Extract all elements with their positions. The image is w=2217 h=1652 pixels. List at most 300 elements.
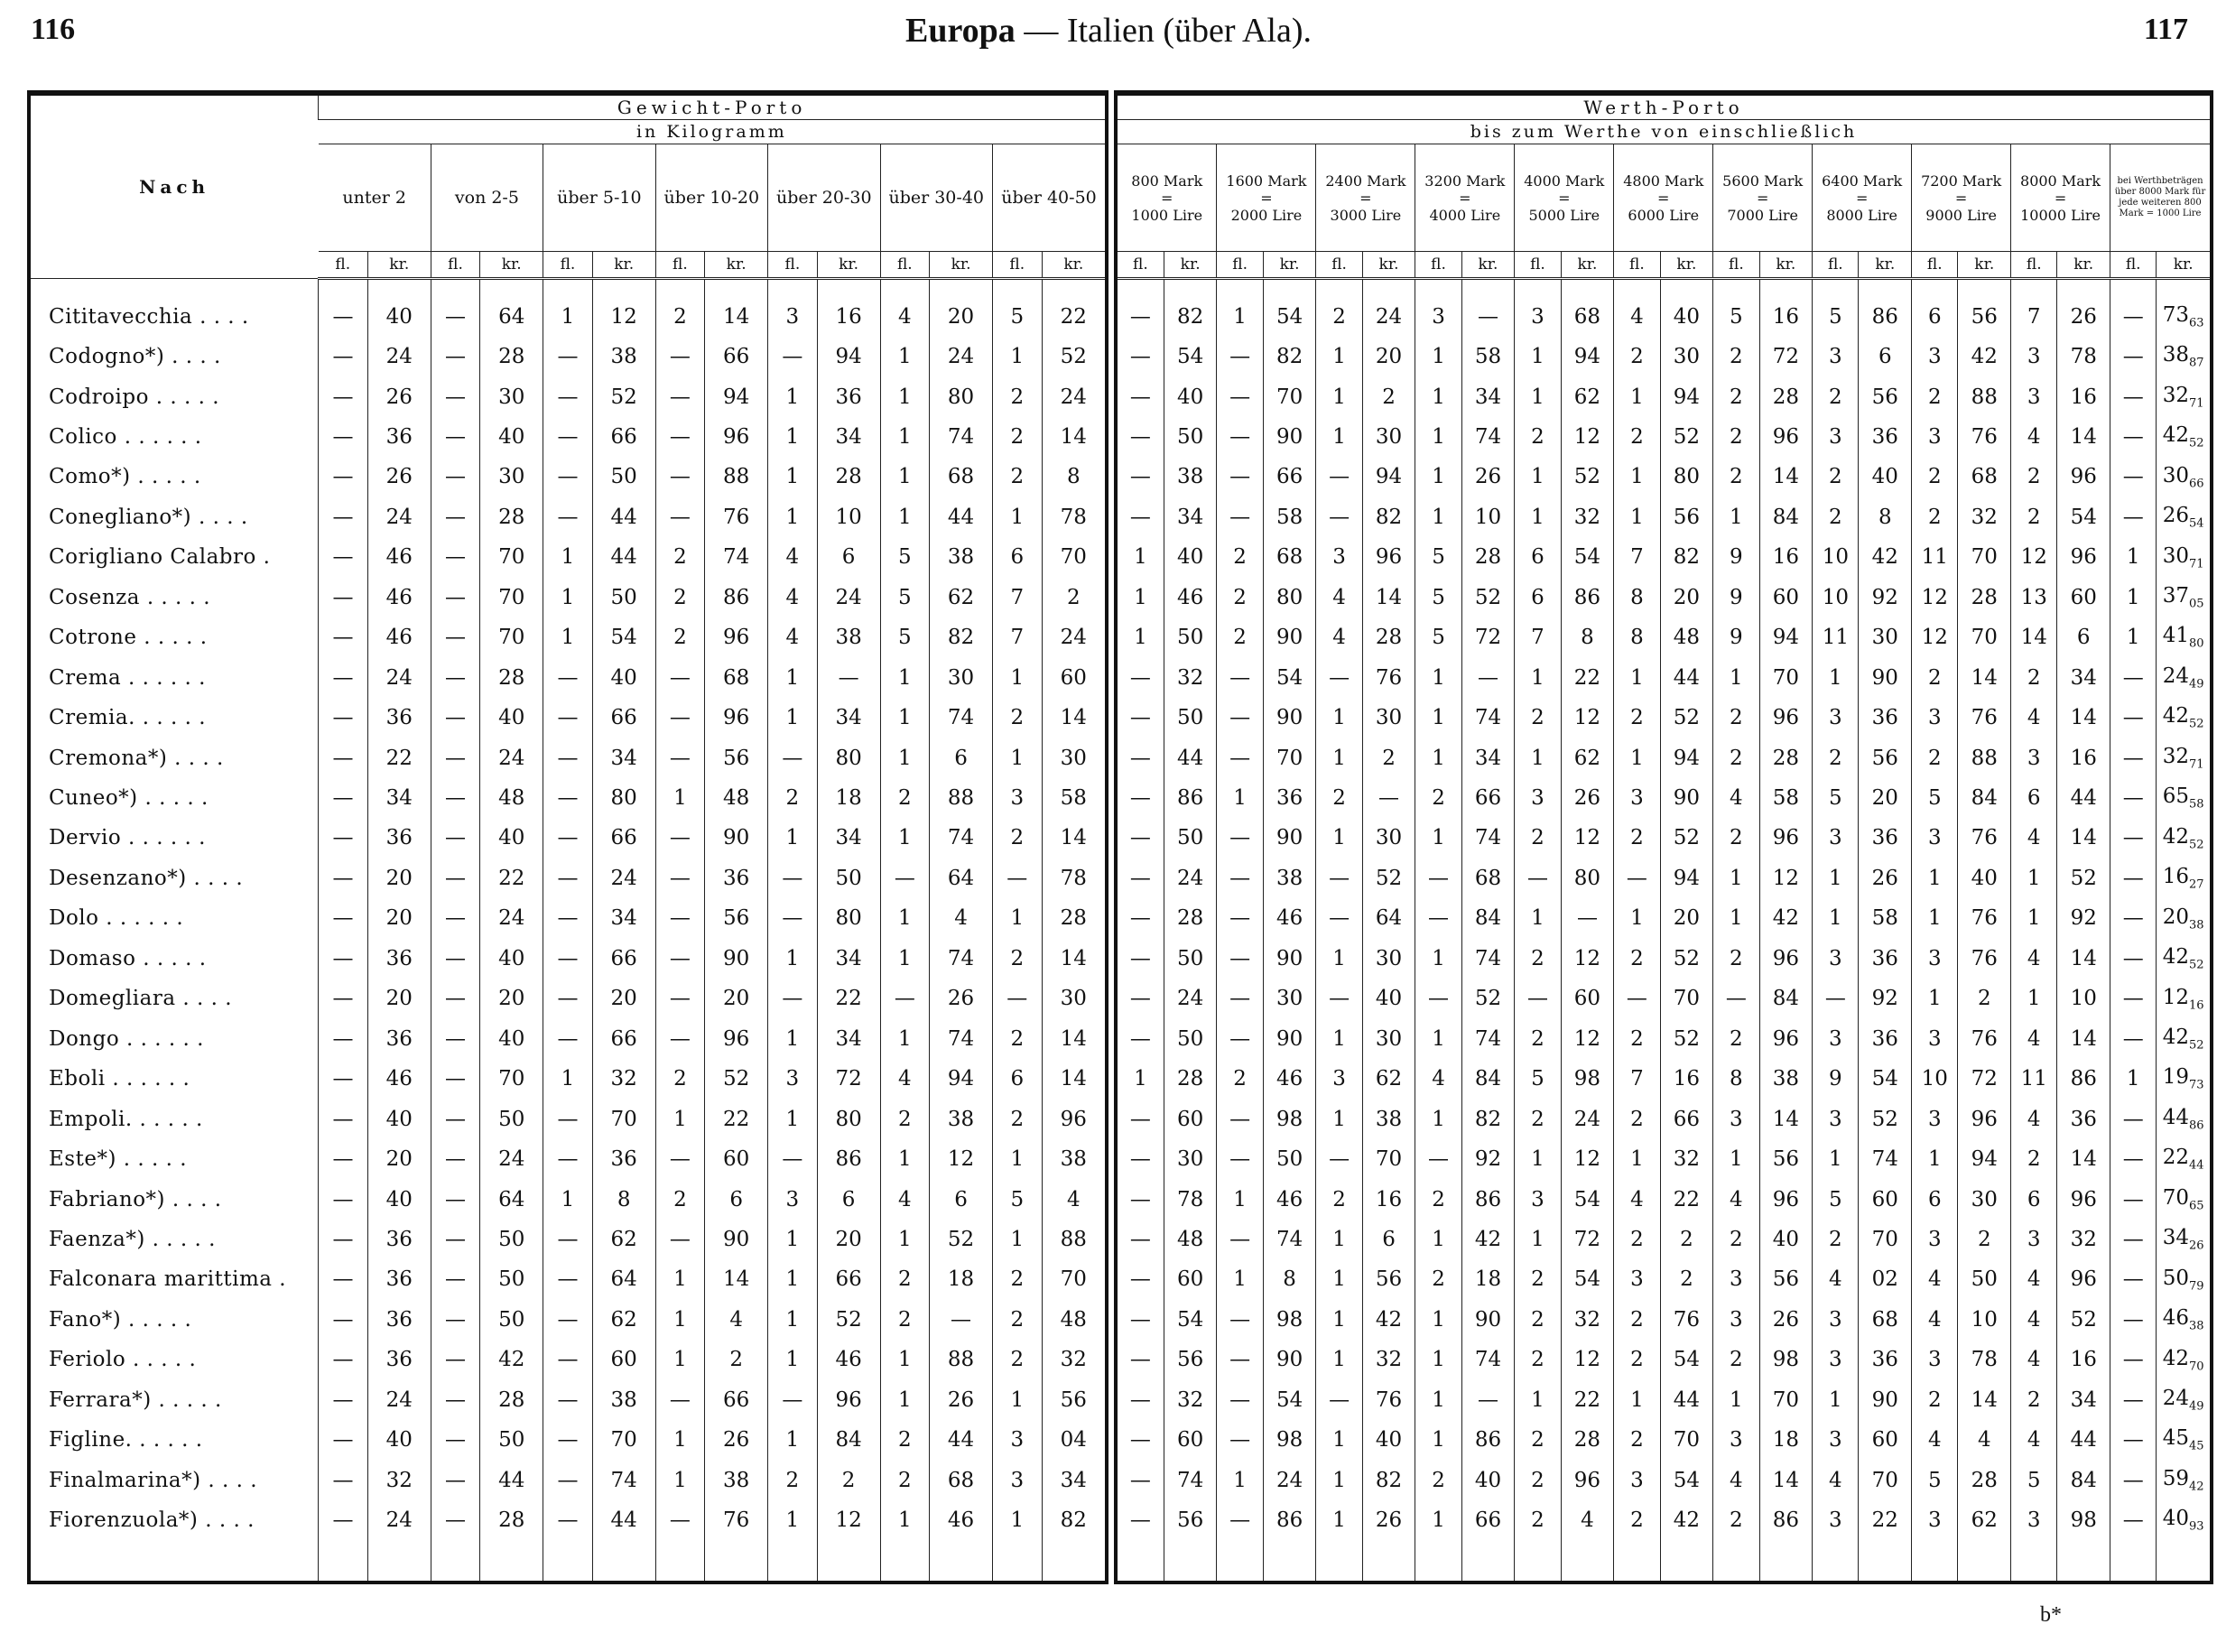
value-fl-cell: 1 [1415, 457, 1461, 497]
value-kr-cell: 42 [1362, 1300, 1415, 1340]
weight-kr-cell: 14 [705, 1259, 768, 1299]
weight-kr-cell: 90 [705, 818, 768, 858]
table-row [1118, 296, 2210, 336]
weight-kr-cell: 2 [817, 1461, 880, 1500]
weight-fl-cell: 4 [768, 617, 818, 657]
value-fl-cell: 1 [2011, 898, 2057, 938]
value-kr-cell: — [1362, 778, 1415, 818]
value-kr-cell: 20 [1859, 778, 1912, 818]
value-fl-cell: 3 [1813, 1300, 1859, 1340]
weight-fl-cell: 1 [768, 497, 818, 537]
value-kr-cell: 88 [1958, 376, 2011, 416]
value-col-mark: 8000 Mark [2020, 172, 2101, 190]
extra-kr-main: 16 [2162, 865, 2190, 889]
weight-kr-cell: 24 [367, 1380, 431, 1420]
value-kr-cell: 84 [1759, 979, 1813, 1018]
filler-cell [319, 1540, 368, 1581]
value-fl-cell: 4 [1912, 1420, 1958, 1460]
value-kr-cell: 36 [1859, 1019, 1912, 1059]
table-row [31, 497, 1105, 537]
weight-kr-cell: 20 [367, 858, 431, 898]
weight-kr-cell: 68 [930, 1461, 993, 1500]
value-fl-cell: 3 [1813, 1340, 1859, 1379]
filler-cell [2110, 1540, 2157, 1581]
value-fl-cell: 2 [1515, 1259, 1561, 1299]
weight-kr-cell: 56 [705, 738, 768, 777]
value-fl-cell: 3 [1515, 778, 1561, 818]
title-europa: Europa [905, 12, 1016, 50]
value-fl-cell: 4 [2011, 818, 2057, 858]
value-fl-cell: — [1316, 457, 1362, 497]
value-kr-cell: 32 [1561, 497, 1614, 537]
value-kr-cell: 98 [1263, 1099, 1316, 1138]
weight-kr-cell: 6 [817, 537, 880, 577]
value-kr-cell: 36 [1263, 778, 1316, 818]
weight-fl-cell: — [319, 979, 368, 1018]
weight-kr-cell: 28 [480, 1500, 543, 1540]
value-fl-cell: 3 [2011, 738, 2057, 777]
weight-kr-cell: 78 [1042, 497, 1105, 537]
weight-kr-cell: 74 [930, 939, 993, 979]
weight-fl-cell: — [880, 979, 930, 1018]
place-name: Fabriano*) . . . . [49, 1187, 222, 1211]
value-kr-cell: 38 [1263, 858, 1316, 898]
value-fl-cell: 1 [1415, 337, 1461, 376]
weight-kr-cell: 30 [1042, 979, 1105, 1018]
value-kr-cell: 42 [1660, 1500, 1713, 1540]
value-kr-cell: 62 [1362, 1059, 1415, 1099]
weight-kr-cell: 66 [705, 1380, 768, 1420]
weight-fl-cell: — [655, 1380, 705, 1420]
weight-fl-cell: — [431, 657, 480, 697]
extra-kr-main: 30 [2162, 543, 2190, 568]
value-kr-cell: 74 [1461, 1019, 1515, 1059]
value-fl-cell: 1 [1316, 1461, 1362, 1500]
weight-fl-cell: — [655, 898, 705, 938]
spacer-cell [1042, 279, 1105, 297]
weight-kr-cell: 96 [1042, 1099, 1105, 1138]
weight-kr-cell: 50 [480, 1420, 543, 1460]
extra-kr-main: 30 [2162, 463, 2190, 487]
table-row [31, 1420, 1105, 1460]
weight-kr-cell: 8 [1042, 457, 1105, 497]
weight-kr-cell: 50 [592, 457, 655, 497]
value-kr-cell: 72 [1759, 337, 1813, 376]
table-row [31, 858, 1105, 898]
value-fl-cell: 1 [1813, 898, 1859, 938]
value-fl-cell: 2 [1415, 1461, 1461, 1500]
weight-fl-cell: 1 [655, 778, 705, 818]
weight-fl-cell: 1 [543, 1059, 593, 1099]
weight-kr-cell: 28 [480, 657, 543, 697]
weight-fl-cell: — [319, 858, 368, 898]
table-row [1118, 1139, 2210, 1179]
value-fl-cell: 2 [1614, 417, 1660, 457]
weight-fl-cell: 1 [992, 1139, 1042, 1179]
value-col-lire: 10000 Lire [2020, 206, 2101, 224]
extra-fl-cell: — [2110, 1139, 2157, 1179]
kr-label: kr. [930, 252, 993, 279]
weight-kr-cell: 6 [705, 1179, 768, 1219]
weight-col-header: über 40-50 [992, 144, 1105, 252]
weight-fl-cell: 2 [992, 1300, 1042, 1340]
value-fl-cell: 2 [1614, 337, 1660, 376]
weight-fl-cell: 1 [880, 898, 930, 938]
weight-fl-cell: 1 [992, 738, 1042, 777]
value-fl-cell: 12 [1912, 617, 1958, 657]
value-fl-cell: 4 [1713, 778, 1759, 818]
weight-fl-cell: 1 [880, 657, 930, 697]
weight-kr-cell: 94 [817, 337, 880, 376]
weight-fl-cell: — [319, 1179, 368, 1219]
value-fl-cell: — [1129, 505, 1151, 529]
extra-kr-sub: 26 [2189, 1239, 2204, 1253]
value-kr-cell: 80 [1660, 457, 1713, 497]
weight-kr-cell: 62 [930, 578, 993, 617]
weight-fl-cell: — [431, 939, 480, 979]
value-kr-cell: 60 [1859, 1179, 1912, 1219]
weight-kr-cell: 48 [480, 778, 543, 818]
value-kr-cell: 82 [1164, 296, 1217, 336]
weight-kr-cell: 24 [930, 337, 993, 376]
table-row [1118, 818, 2210, 858]
value-kr-cell: 14 [2057, 1019, 2110, 1059]
weight-kr-cell: 14 [1042, 698, 1105, 738]
weight-col-header: über 30-40 [880, 144, 992, 252]
weight-fl-cell: — [543, 1019, 593, 1059]
table-row [31, 1259, 1105, 1299]
weight-fl-cell: — [655, 939, 705, 979]
weight-fl-cell: 7 [992, 617, 1042, 657]
weight-fl-cell: — [319, 1300, 368, 1340]
extra-kr-main: 38 [2162, 343, 2190, 367]
value-kr-cell: 70 [1263, 376, 1316, 416]
value-kr-cell: 90 [1263, 818, 1316, 858]
weight-kr-cell: 26 [930, 979, 993, 1018]
value-kr-cell: 50 [1263, 1139, 1316, 1179]
weight-kr-cell: 24 [480, 1139, 543, 1179]
value-fl-cell: — [1129, 987, 1151, 1011]
weight-kr-cell: 46 [367, 578, 431, 617]
value-fl-cell: 2 [1515, 417, 1561, 457]
table-row [1118, 1300, 2210, 1340]
extra-fl-cell: — [2110, 417, 2157, 457]
value-fl-cell: 5 [1415, 578, 1461, 617]
value-kr-cell: 70 [1958, 617, 2011, 657]
value-kr-cell: 50 [1164, 617, 1217, 657]
weight-kr-cell: 12 [817, 1500, 880, 1540]
spacer-cell [880, 279, 930, 297]
filler-cell [992, 1540, 1042, 1581]
table-row [1118, 939, 2210, 979]
weight-kr-cell: 36 [367, 1019, 431, 1059]
value-kr-cell: 8 [1859, 497, 1912, 537]
value-col-lire: 6000 Lire [1628, 206, 1700, 224]
value-kr-cell: 56 [1859, 738, 1912, 777]
value-kr-cell: 82 [1362, 1461, 1415, 1500]
weight-kr-cell: 36 [367, 939, 431, 979]
weight-fl-cell: 4 [880, 1059, 930, 1099]
weight-fl-cell: 2 [880, 1099, 930, 1138]
value-fl-cell: 9 [1713, 537, 1759, 577]
value-kr-cell: 90 [1859, 1380, 1912, 1420]
value-fl-cell: 2 [1515, 1500, 1561, 1540]
value-fl-cell: — [1129, 465, 1151, 489]
weight-fl-cell: — [431, 1220, 480, 1259]
value-kr-cell: 14 [2057, 698, 2110, 738]
spacer-cell [1415, 279, 1461, 297]
weight-kr-cell: 50 [480, 1220, 543, 1259]
place-name: Empoli. . . . . . [49, 1107, 203, 1131]
weight-fl-cell: 2 [992, 939, 1042, 979]
value-fl-cell: 4 [2011, 1300, 2057, 1340]
extra-kr-sub: 79 [2189, 1279, 2204, 1294]
weight-kr-cell: 20 [705, 979, 768, 1018]
value-fl-cell: 3 [1316, 1059, 1362, 1099]
weight-kr-cell: 90 [705, 1220, 768, 1259]
extra-fl-cell: — [2110, 698, 2157, 738]
value-kr-cell: 56 [1164, 1340, 1217, 1379]
weight-fl-cell: 2 [992, 1259, 1042, 1299]
weight-fl-cell: 2 [880, 1300, 930, 1340]
value-kr-cell: 86 [1461, 1179, 1515, 1219]
weight-kr-cell: 96 [705, 698, 768, 738]
spacer-cell [1118, 279, 1164, 297]
value-fl-cell: 1 [1515, 497, 1561, 537]
weight-kr-cell: 28 [480, 497, 543, 537]
value-kr-cell: 34 [1461, 738, 1515, 777]
value-fl-cell: 2 [1713, 1500, 1759, 1540]
value-kr-cell: 82 [1362, 497, 1415, 537]
weight-fl-cell: 2 [655, 537, 705, 577]
value-kr-cell: 74 [1461, 417, 1515, 457]
extra-fl-cell: — [2110, 296, 2157, 336]
fl-label: fl. [543, 252, 593, 279]
value-kr-cell: 24 [1164, 979, 1217, 1018]
spacer-cell [1263, 279, 1316, 297]
value-fl-cell: — [1217, 376, 1263, 416]
weight-fl-cell: 3 [992, 1461, 1042, 1500]
weight-kr-cell: 22 [817, 979, 880, 1018]
header-werth-porto: Werth-Porto [1118, 96, 2210, 120]
value-kr-cell: 72 [1958, 1059, 2011, 1099]
weight-kr-cell: 38 [592, 337, 655, 376]
value-col-lire: 8000 Lire [1826, 206, 1897, 224]
spacer-cell [1362, 279, 1415, 297]
weight-col-header: über 5-10 [543, 144, 655, 252]
value-kr-cell: 48 [1164, 1220, 1217, 1259]
value-kr-cell: 28 [1759, 376, 1813, 416]
value-kr-cell: 54 [1859, 1059, 1912, 1099]
value-fl-cell: — [1217, 939, 1263, 979]
weight-kr-cell: 32 [367, 1461, 431, 1500]
weight-fl-cell: — [431, 1340, 480, 1379]
weight-kr-cell: 70 [1042, 1259, 1105, 1299]
value-kr-cell: 94 [1660, 376, 1713, 416]
extra-kr-main: 40 [2162, 1507, 2190, 1531]
value-fl-cell: 2 [1912, 738, 1958, 777]
value-kr-cell: 24 [1164, 858, 1217, 898]
value-kr-cell: 2 [1958, 979, 2011, 1018]
weight-kr-cell: 10 [817, 497, 880, 537]
value-fl-cell: 6 [2011, 1179, 2057, 1219]
place-name: Finalmarina*) . . . . [49, 1468, 258, 1492]
value-fl-cell: 1 [1316, 1099, 1362, 1138]
fl-label: fl. [1415, 252, 1461, 279]
value-kr-cell: 30 [1362, 818, 1415, 858]
value-col-mark: 4000 Mark [1524, 172, 1605, 190]
value-fl-cell: 1 [1415, 1019, 1461, 1059]
extra-fl-cell: — [2110, 497, 2157, 537]
weight-fl-cell: 1 [992, 657, 1042, 697]
value-fl-cell: 1 [1515, 457, 1561, 497]
value-kr-cell: 54 [1561, 1259, 1614, 1299]
value-kr-cell: 50 [1164, 939, 1217, 979]
value-kr-cell: 40 [1461, 1461, 1515, 1500]
value-fl-cell: 1 [1415, 1220, 1461, 1259]
extra-kr-main: 70 [2162, 1185, 2190, 1210]
weight-fl-cell: 2 [880, 1420, 930, 1460]
value-fl-cell: 1 [1515, 1220, 1561, 1259]
value-fl-cell: 2 [1813, 497, 1859, 537]
weight-fl-cell: 2 [768, 778, 818, 818]
value-fl-cell: 5 [1813, 1179, 1859, 1219]
weight-kr-cell: 54 [592, 617, 655, 657]
value-fl-cell: 2 [1614, 818, 1660, 858]
value-kr-cell: 66 [1660, 1099, 1713, 1138]
weight-fl-cell: — [431, 1380, 480, 1420]
value-fl-cell: 6 [1515, 578, 1561, 617]
weight-fl-cell: 2 [992, 1099, 1042, 1138]
value-kr-cell: 82 [1660, 537, 1713, 577]
value-fl-cell: 3 [1316, 537, 1362, 577]
weight-fl-cell: — [543, 657, 593, 697]
value-kr-cell: 52 [1660, 939, 1713, 979]
value-fl-cell: — [1515, 979, 1561, 1018]
value-kr-cell: 26 [1461, 457, 1515, 497]
value-fl-cell: 3 [2011, 1500, 2057, 1540]
value-fl-cell: — [1217, 858, 1263, 898]
extra-kr-main: 26 [2162, 504, 2190, 528]
weight-fl-cell: — [431, 698, 480, 738]
weight-kr-cell: 68 [930, 457, 993, 497]
weight-kr-cell: 60 [592, 1340, 655, 1379]
value-kr-cell: 62 [1561, 738, 1614, 777]
value-fl-cell: 9 [1813, 1059, 1859, 1099]
weight-fl-cell: 2 [992, 698, 1042, 738]
value-fl-cell: 3 [1813, 698, 1859, 738]
value-fl-cell: 1 [1713, 1380, 1759, 1420]
value-kr-cell: 8 [1263, 1259, 1316, 1299]
value-kr-cell: 74 [1461, 939, 1515, 979]
weight-kr-cell: 34 [367, 778, 431, 818]
value-fl-cell: — [1217, 1220, 1263, 1259]
extra-kr-sub: 52 [2189, 436, 2204, 450]
weight-fl-cell: — [319, 337, 368, 376]
value-fl-cell: 2 [1713, 1019, 1759, 1059]
weight-kr-cell: 70 [592, 1420, 655, 1460]
weight-fl-cell: 2 [655, 1059, 705, 1099]
value-fl-cell: — [1217, 457, 1263, 497]
filler-cell [2057, 1540, 2110, 1581]
extra-fl-cell: 1 [2110, 537, 2157, 577]
table-row [1118, 657, 2210, 697]
weight-fl-cell: — [543, 858, 593, 898]
value-kr-cell: 84 [1759, 497, 1813, 537]
value-kr-cell: 26 [1362, 1500, 1415, 1540]
value-kr-cell: 38 [1759, 1059, 1813, 1099]
weight-kr-cell: 24 [367, 657, 431, 697]
value-kr-cell: 70 [1660, 1420, 1713, 1460]
weight-fl-cell: — [319, 1139, 368, 1179]
weight-kr-cell: 86 [705, 578, 768, 617]
value-kr-cell: 44 [1660, 657, 1713, 697]
value-fl-cell: 1 [1515, 1139, 1561, 1179]
table-row [31, 818, 1105, 858]
weight-kr-cell: 26 [367, 376, 431, 416]
weight-fl-cell: — [655, 858, 705, 898]
table-row [31, 1179, 1105, 1219]
page-number-left: 116 [31, 13, 76, 46]
value-fl-cell: 1 [1316, 698, 1362, 738]
value-kr-cell: 70 [1263, 738, 1316, 777]
value-fl-cell: 3 [1415, 296, 1461, 336]
fl-label: fl. [655, 252, 705, 279]
value-fl-cell: 2 [1415, 1179, 1461, 1219]
value-kr-cell: 68 [1561, 296, 1614, 336]
value-fl-cell: 5 [1515, 1059, 1561, 1099]
value-kr-cell: 58 [1263, 497, 1316, 537]
value-fl-cell: — [1217, 1019, 1263, 1059]
value-kr-cell: 38 [1362, 1099, 1415, 1138]
spacer-cell [2057, 279, 2110, 297]
weight-fl-cell: — [543, 1259, 593, 1299]
value-kr-cell: 12 [1561, 1139, 1614, 1179]
weight-kr-cell: 40 [367, 1420, 431, 1460]
value-col-lire: 2000 Lire [1230, 206, 1303, 224]
extra-kr-cell [2157, 778, 2210, 818]
weight-fl-cell: 1 [768, 1099, 818, 1138]
value-fl-cell: — [1129, 1107, 1151, 1131]
table-row [1118, 1420, 2210, 1460]
weight-fl-cell: — [431, 376, 480, 416]
weight-fl-cell: — [655, 417, 705, 457]
value-kr-cell: 78 [1958, 1340, 2011, 1379]
weight-kr-cell: 36 [367, 818, 431, 858]
value-fl-cell: 2 [1614, 1019, 1660, 1059]
value-kr-cell: 32 [1660, 1139, 1713, 1179]
value-kr-cell: 56 [1859, 376, 1912, 416]
weight-kr-cell: 28 [480, 1380, 543, 1420]
place-name: Feriolo . . . . . [49, 1348, 197, 1372]
spacer-cell [431, 279, 480, 297]
weight-fl-cell: — [655, 337, 705, 376]
weight-kr-cell: 24 [1042, 376, 1105, 416]
value-fl-cell: 2 [2011, 657, 2057, 697]
weight-kr-cell: 24 [367, 1500, 431, 1540]
weight-fl-cell: — [319, 1099, 368, 1138]
value-kr-cell: 90 [1263, 1340, 1316, 1379]
place-name: Dolo . . . . . . [49, 906, 184, 931]
weight-fl-cell: — [655, 1500, 705, 1540]
value-kr-cell: 54 [1561, 537, 1614, 577]
extra-kr-sub: 49 [2189, 677, 2204, 691]
weight-kr-cell: 90 [705, 939, 768, 979]
weight-fl-cell: 2 [880, 778, 930, 818]
place-name: Cremona*) . . . . [49, 746, 224, 770]
value-kr-cell: 74 [1461, 1340, 1515, 1379]
kr-label: kr. [1042, 252, 1105, 279]
